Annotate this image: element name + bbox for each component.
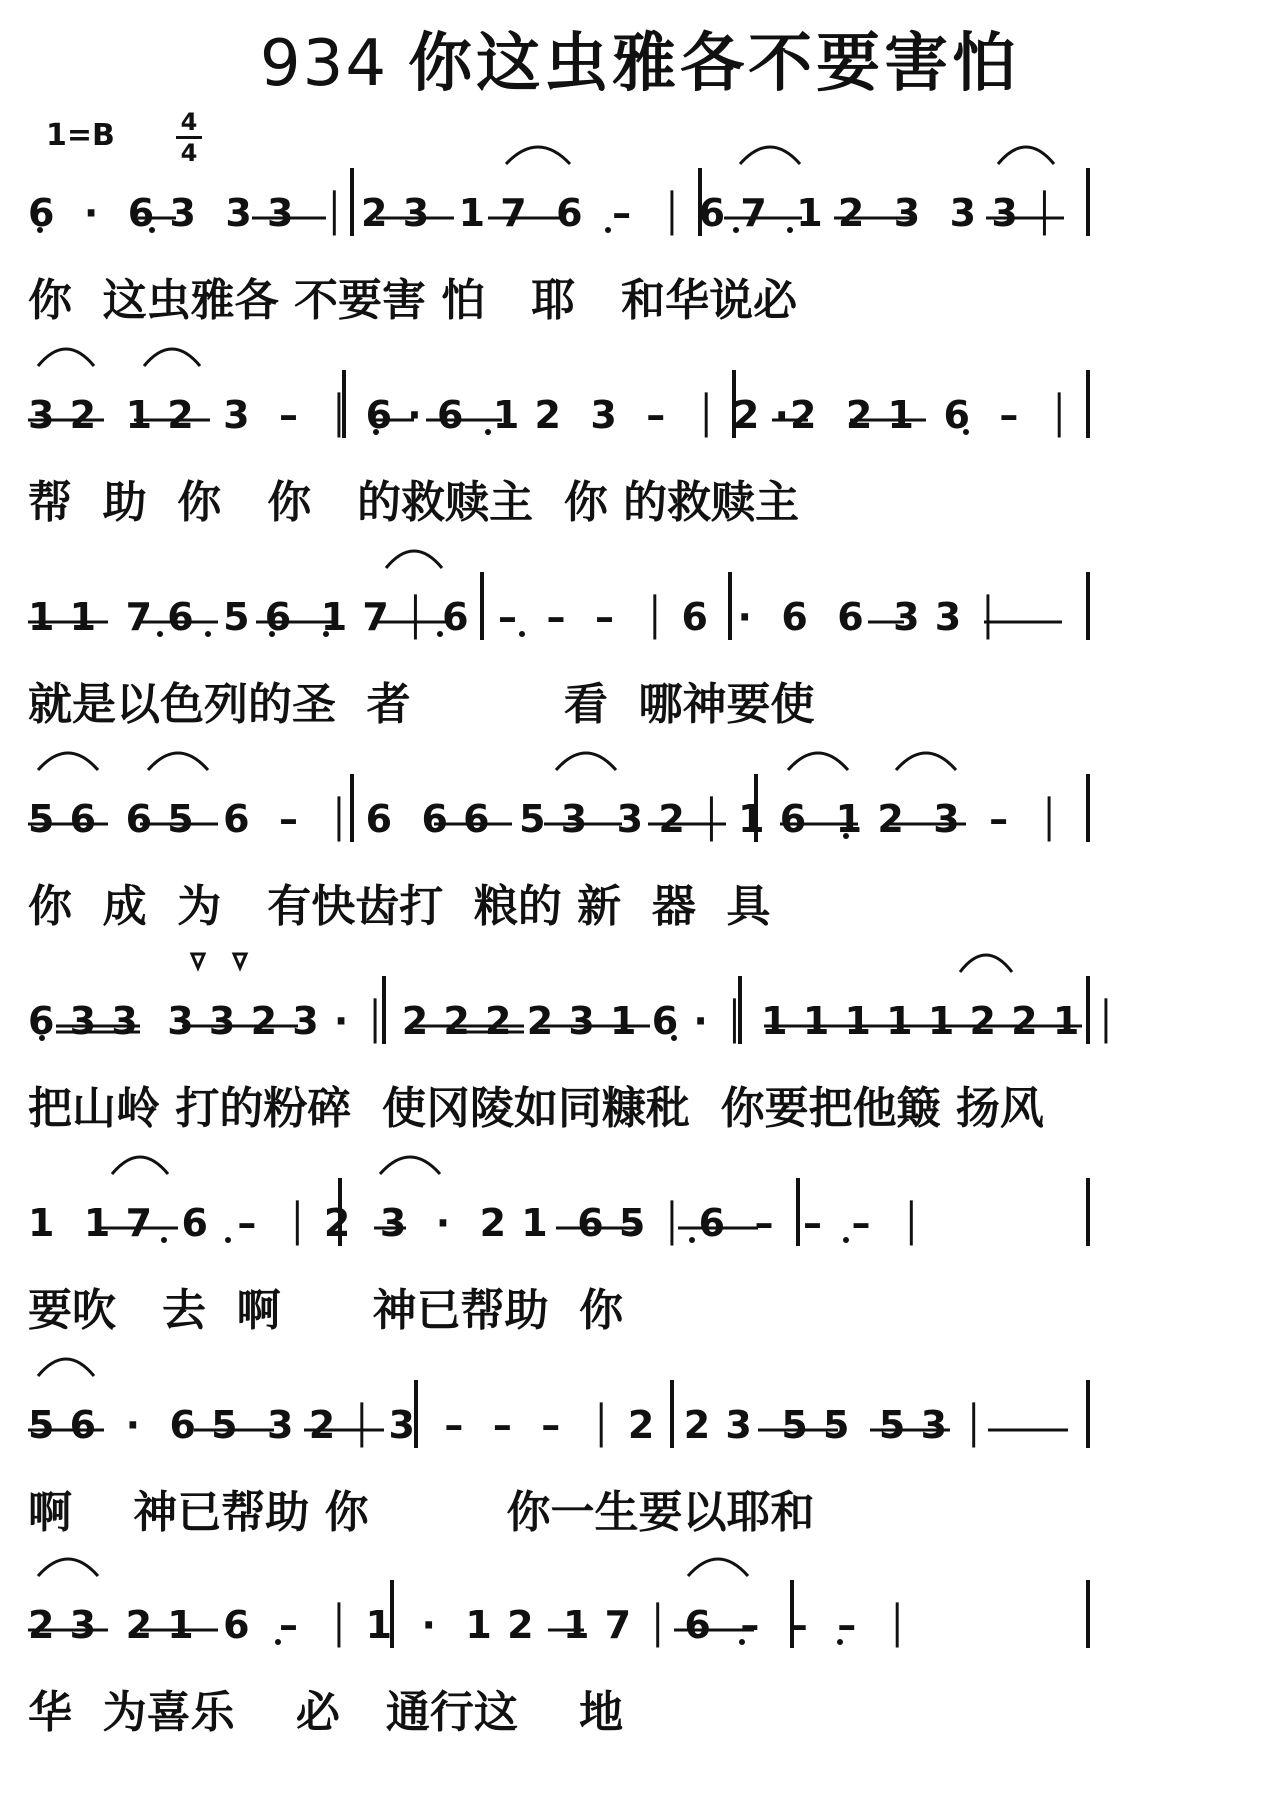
notation-line-6: [28, 1188, 1256, 1258]
notation-text: 1 1 7 6 5 6 1 7 │ 6 – – – │ 6 · 6 6 3 3 │: [28, 595, 1001, 639]
lyrics-line-5: 把山岭 打的粉碎 使冈陵如同糠秕 你要把他簸 扬风: [28, 1083, 1044, 1134]
slur-mark: [896, 753, 956, 770]
notation-text: 2 3 2 1 6 – │ 1 · 1 2 1 7 │ 6 – – – │: [28, 1603, 910, 1647]
notation-text: 6 3 3 3 3 2 3 · │ 2 2 2 2 3 1 6 · │ 1 1 1 1 1 2 2 1 │: [28, 999, 1119, 1043]
lyrics-line-1: 你 这虫雅各 不要害 怕 耶 和华说必: [28, 275, 798, 326]
lyrics-line-2: 帮 助 你 你 的救赎主 你 的救赎主: [28, 477, 800, 528]
accent-mark: [192, 954, 204, 968]
notation-text: 3 2 1 2 3 – │ 6 · 6 1 2 3 – │ 2 ·2 2 1 6 – │: [28, 393, 1072, 437]
slur-mark: [144, 349, 200, 366]
hymn-number: 934: [259, 27, 389, 101]
notation-line-4: [28, 784, 1256, 854]
notation-line-1: [28, 178, 1256, 248]
slur-mark: [960, 955, 1012, 972]
notation-line-5: [28, 986, 1256, 1056]
notation-text: 1 1 7 6 – │ 2 3 · 2 1 6 5 │ 6 – – – │: [28, 1201, 924, 1245]
slur-mark: [148, 753, 208, 770]
notation-text: 5 6 · 6 5 3 2 │ 3 – – – │ 2 2 3 5 5 5 3 │: [28, 1403, 987, 1447]
slur-mark: [386, 551, 442, 568]
lyrics-line-4: 你 成 为 有快齿打 粮的 新 器 具: [28, 881, 771, 932]
notation-line-3: [28, 582, 1256, 652]
time-signature-bottom: 4: [180, 139, 198, 167]
key-signature: 1=B: [46, 118, 115, 153]
slur-mark: [688, 1559, 748, 1576]
slur-mark: [506, 147, 570, 164]
accent-mark: [234, 954, 246, 968]
slur-mark: [380, 1157, 440, 1174]
slur-mark: [556, 753, 616, 770]
slur-mark: [788, 753, 848, 770]
slur-mark: [38, 349, 94, 366]
notation-text: 6 · 6 3 3 3 │ 2 3 1 7 6 – │ 6 7 1 2 3 3 3 │: [28, 191, 1057, 235]
lyrics-line-8: 华 为喜乐 必 通行这 地: [28, 1687, 624, 1738]
notation-line-2: [28, 380, 1256, 450]
song-title: [0, 12, 1280, 104]
notation-text: 5 6 6 5 6 – │ 6 6 6 5 3 3 2 │ 1 6 1 2 3 – │: [28, 797, 1062, 841]
slur-mark: [998, 147, 1054, 164]
hymn-title: 你这虫雅各不要害怕: [408, 26, 1021, 101]
slur-mark: [112, 1157, 168, 1174]
lyrics-line-3: 就是以色列的圣 者 看 哪神要使: [28, 679, 815, 730]
time-signature-top: 4: [180, 108, 198, 136]
lyrics-line-7: 啊 神已帮助 你 你一生要以耶和: [28, 1487, 815, 1538]
slur-mark: [38, 1559, 98, 1576]
slur-mark: [38, 753, 98, 770]
slur-mark: [38, 1359, 94, 1376]
notation-line-8: [28, 1590, 1256, 1660]
slur-mark: [740, 147, 800, 164]
lyrics-line-6: 要吹 去 啊 神已帮助 你: [28, 1285, 624, 1336]
notation-line-7: [28, 1390, 1256, 1460]
